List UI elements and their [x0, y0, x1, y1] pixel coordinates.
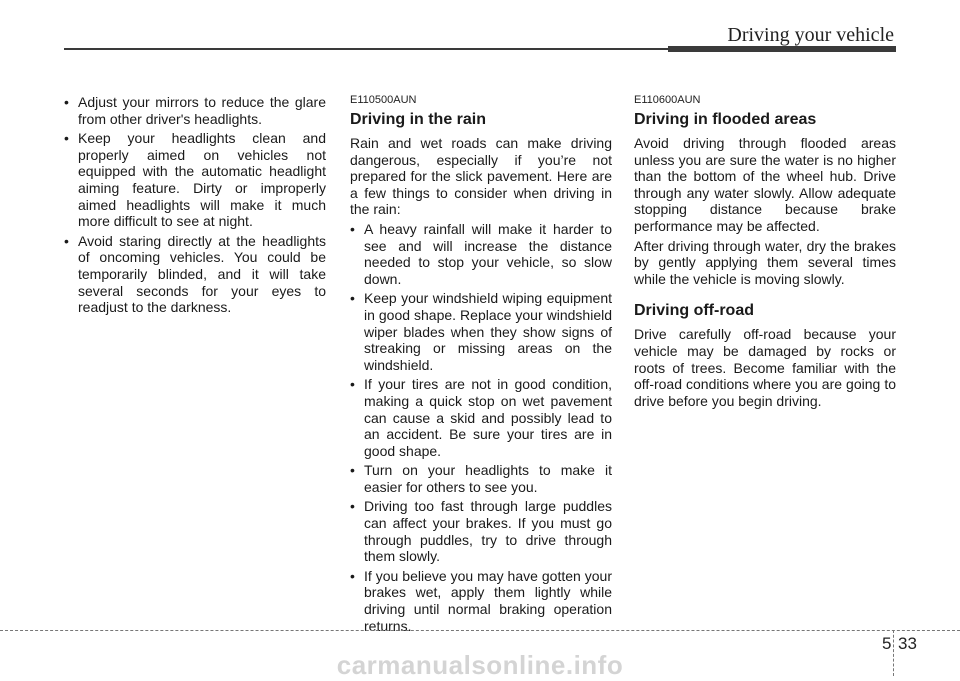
footer-rule: [0, 630, 960, 631]
paragraph: Drive carefully off-road because your vehicle may be damaged by rocks or roots of trees. Become familiar with the off-road conditions where you are going to drive before you begin driving.: [634, 326, 896, 409]
list-item: • If you believe you may have gotten your brakes wet, apply them lightly while driving until normal braking operation returns.: [350, 568, 612, 634]
headlight-tips-list: [64, 94, 326, 316]
list-item: • If your tires are not in good condition, making a quick stop on wet pavement can cause a skid and possibly lead to an accident. Be sure your tires are in good shape.: [350, 376, 612, 459]
section-code: E110600AUN: [634, 94, 701, 106]
column-3: [634, 94, 896, 412]
page-header-title: Driving your vehicle: [727, 24, 894, 46]
list-item: • Avoid staring directly at the headlights of oncoming vehicles. You could be temporarily blinded, and it will take several seconds for your eyes to readjust to the darkness.: [64, 233, 326, 316]
watermark: carmanualsonline.info: [336, 650, 624, 680]
list-item: • Keep your headlights clean and properly aimed on vehicles not equipped with the automatic headlight aiming feature. Dirty or improperly aimed headlights will make it much more difficult to see at night.: [64, 130, 326, 230]
list-item: • Turn on your headlights to make it easier for others to see you.: [350, 462, 612, 495]
paragraph: Rain and wet roads can make driving dangerous, especially if you’re not prepared for the slick pavement. Here are a few things to consider when driving in the rain:: [350, 135, 612, 218]
column-1: [64, 94, 326, 319]
section-heading-offroad: Driving off-road: [634, 302, 754, 320]
paragraph: Avoid driving through flooded areas unless you are sure the water is no higher than the bottom of the wheel hub. Drive through any water slowly. Allow adequate stopping distance because brake performance may be affected.: [634, 135, 896, 234]
section-heading-rain: Driving in the rain: [350, 111, 487, 128]
section-heading-flooded: Driving in flooded areas: [634, 111, 817, 128]
page-number: 33: [898, 634, 917, 653]
section-code: E110500AUN: [350, 94, 417, 106]
column-2: [350, 94, 612, 637]
rain-tips-list: [350, 221, 612, 634]
header-rule: [64, 48, 668, 50]
list-item: • Adjust your mirrors to reduce the glare from other driver's headlights.: [64, 94, 326, 127]
paragraph: After driving through water, dry the brakes by gently applying them several times while the vehicle is moving slowly.: [634, 237, 896, 287]
list-item: • Driving too fast through large puddles can affect your brakes. If you must go through puddles, try to drive through them slowly.: [350, 498, 612, 564]
header-rule-accent: [668, 46, 896, 52]
list-item: • Keep your windshield wiping equipment in good shape. Replace your windshield wiper blades when they show signs of streaking or missing areas on the windshield.: [350, 290, 612, 373]
chapter-number: 5: [882, 634, 892, 653]
list-item: • A heavy rainfall will make it harder to see and will increase the distance needed to stop your vehicle, so slow down.: [350, 221, 612, 287]
